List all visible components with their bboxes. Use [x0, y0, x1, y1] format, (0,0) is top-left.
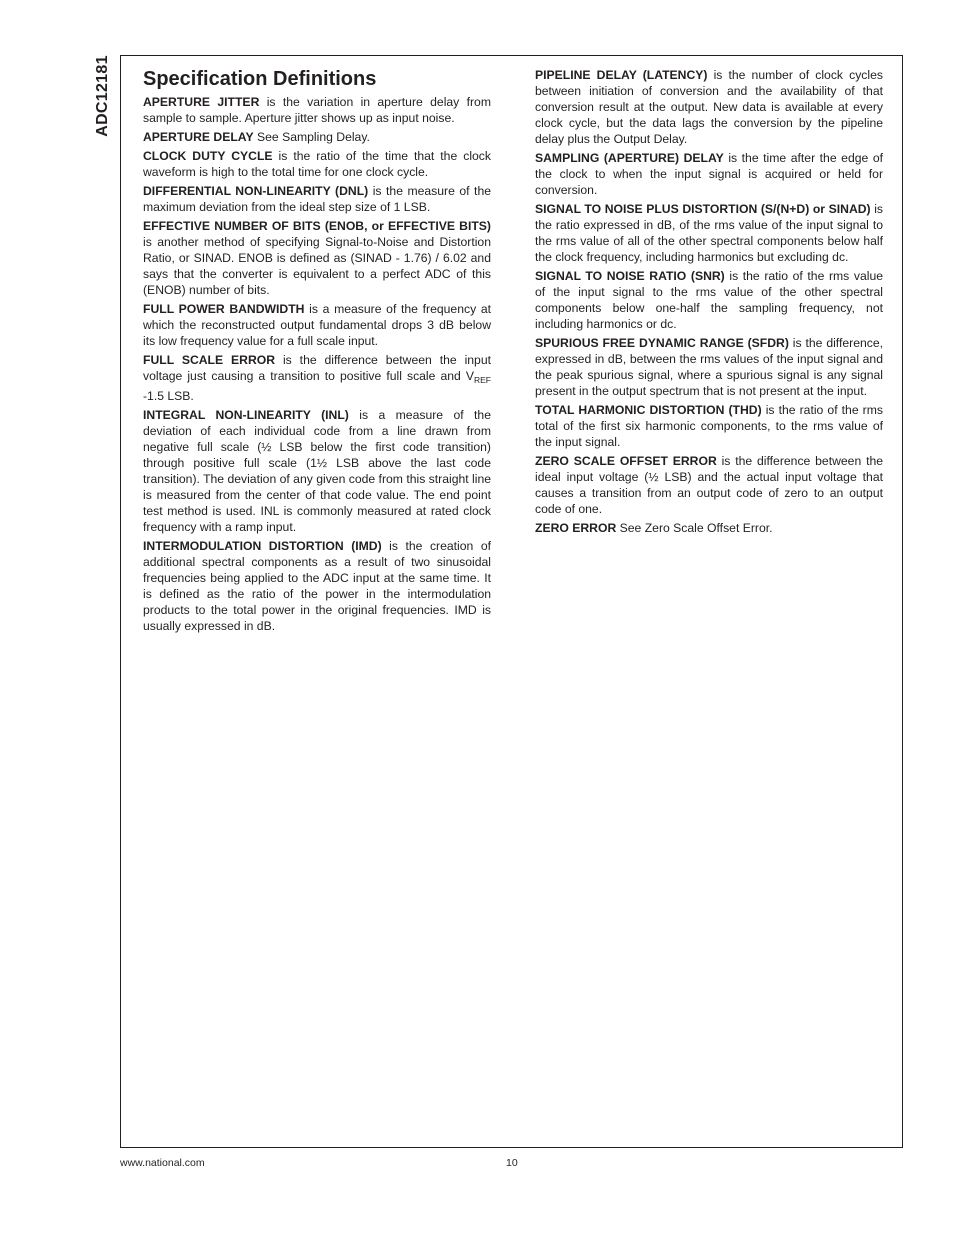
- definition: [143, 301, 491, 349]
- definition-text: is the difference between the ideal input voltage (½ LSB) and the actual input voltage that causes a transition from an output code of zero to an output code of one.: [535, 454, 884, 516]
- definition-term: CLOCK DUTY CYCLE: [143, 149, 273, 163]
- definition-text: is the time after the edge of the clock to when the input signal is acquired or held for conversion.: [535, 151, 883, 197]
- definition-text-cont: -1.5 LSB.: [143, 389, 194, 403]
- definition-text: is the variation in aperture delay from sample to sample. Aperture jitter shows up as input noise.: [143, 95, 491, 125]
- definition-text: is the ratio of the time that the clock waveform is high to the total time for one clock cycle.: [143, 149, 491, 179]
- definition: [535, 520, 883, 536]
- definition-term: SIGNAL TO NOISE RATIO (SNR): [535, 269, 725, 283]
- definition-term: ZERO ERROR: [535, 521, 617, 535]
- definition: [535, 402, 883, 450]
- definition-term: SIGNAL TO NOISE PLUS DISTORTION (S/(N+D) or SINAD): [535, 202, 871, 216]
- definition-text: is the ratio expressed in dB, of the rms value of the input signal to the rms value of all of the other spectral components below half the clock frequency, including harmonics but excluding dc.: [535, 202, 884, 264]
- definition: [143, 407, 491, 535]
- definition-text: is the ratio of the rms value of the input signal to the rms value of the other spectral components below one-half the sampling frequency, not including harmonics or dc.: [535, 269, 884, 331]
- definition-term: APERTURE DELAY: [143, 130, 254, 144]
- footer-url[interactable]: www.national.com: [120, 1157, 205, 1169]
- definition-text: is the measure of the maximum deviation from the ideal step size of 1 LSB.: [143, 184, 491, 214]
- definition-term: ZERO SCALE OFFSET ERROR: [535, 454, 717, 468]
- definition-text: is the difference between the input voltage just causing a transition to positive full scale and V: [143, 353, 492, 383]
- definition: [143, 129, 491, 145]
- subscript: REF: [474, 375, 491, 385]
- definition-term: APERTURE JITTER: [143, 95, 260, 109]
- definition: [143, 218, 491, 298]
- definition: [143, 94, 491, 126]
- definition: [535, 453, 883, 517]
- definition-term: EFFECTIVE NUMBER OF BITS (ENOB, or EFFECTIVE BITS): [143, 219, 491, 233]
- definition-term: DIFFERENTIAL NON-LINEARITY (DNL): [143, 184, 369, 198]
- definition: [535, 150, 883, 198]
- definition: [143, 183, 491, 215]
- definition-text: is the number of clock cycles between initiation of conversion and the availability of that conversion result at the output. New data is available at every clock cycle, but the data lags the conversion by the pipeline delay plus the Output Delay.: [535, 68, 883, 146]
- definition-text: is a measure of the frequency at which the reconstructed output fundamental drops 3 dB below its low frequency value for a full scale input.: [143, 302, 492, 348]
- definition-term: INTEGRAL NON-LINEARITY (INL): [143, 408, 349, 422]
- definition-term: PIPELINE DELAY (LATENCY): [535, 68, 708, 82]
- definition: [535, 268, 883, 332]
- part-number: ADC12181: [94, 55, 111, 137]
- definition-text: See Sampling Delay.: [253, 130, 370, 144]
- definition-text: is the creation of additional spectral components as a result of two sinusoidal frequencies being applied to the ADC input at the same time. It is defined as the ratio of the power in the intermodulation products to the total power in the original frequencies. IMD is usually expressed in dB.: [143, 539, 491, 633]
- definition: [535, 67, 883, 147]
- right-column: [535, 67, 883, 539]
- section-title: Specification Definitions: [143, 68, 377, 90]
- definition-text: See Zero Scale Offset Error.: [616, 521, 773, 535]
- definition-text: is the difference, expressed in dB, between the rms values of the input signal and the peak spurious signal, where a spurious signal is any signal present in the output spectrum that is not present at the input.: [535, 336, 884, 398]
- definition: [143, 352, 491, 404]
- part-number-label: [89, 54, 117, 138]
- definition: [535, 335, 883, 399]
- definition: [535, 201, 883, 265]
- definition-term: TOTAL HARMONIC DISTORTION (THD): [535, 403, 762, 417]
- definition-term: SPURIOUS FREE DYNAMIC RANGE (SFDR): [535, 336, 789, 350]
- page-number: 10: [506, 1157, 518, 1169]
- definition-term: FULL SCALE ERROR: [143, 353, 276, 367]
- definition: [143, 148, 491, 180]
- definition-term: INTERMODULATION DISTORTION (IMD): [143, 539, 382, 553]
- definition-text: is another method of specifying Signal-to-Noise and Distortion Ratio, or SINAD. ENOB is defined as (SINAD - 1.76) / 6.02 and says that the converter is equivalent to a perfect ADC of this (ENOB) number of bits.: [143, 235, 491, 297]
- definition-term: FULL POWER BANDWIDTH: [143, 302, 305, 316]
- left-column: [143, 66, 491, 637]
- definition-text: is a measure of the deviation of each individual code from a line drawn from negative full scale (½ LSB below the first code transition) through positive full scale (1½ LSB above the last code transition). The deviation of any given code from this straight line is measured from the center of that code value. The end point test method is used. INL is commonly measured at rated clock frequency with a ramp input.: [143, 408, 491, 534]
- definition-term: SAMPLING (APERTURE) DELAY: [535, 151, 724, 165]
- definition-text: is the ratio of the rms total of the first six harmonic components, to the rms value of the input signal.: [535, 403, 883, 449]
- definition: [143, 538, 491, 634]
